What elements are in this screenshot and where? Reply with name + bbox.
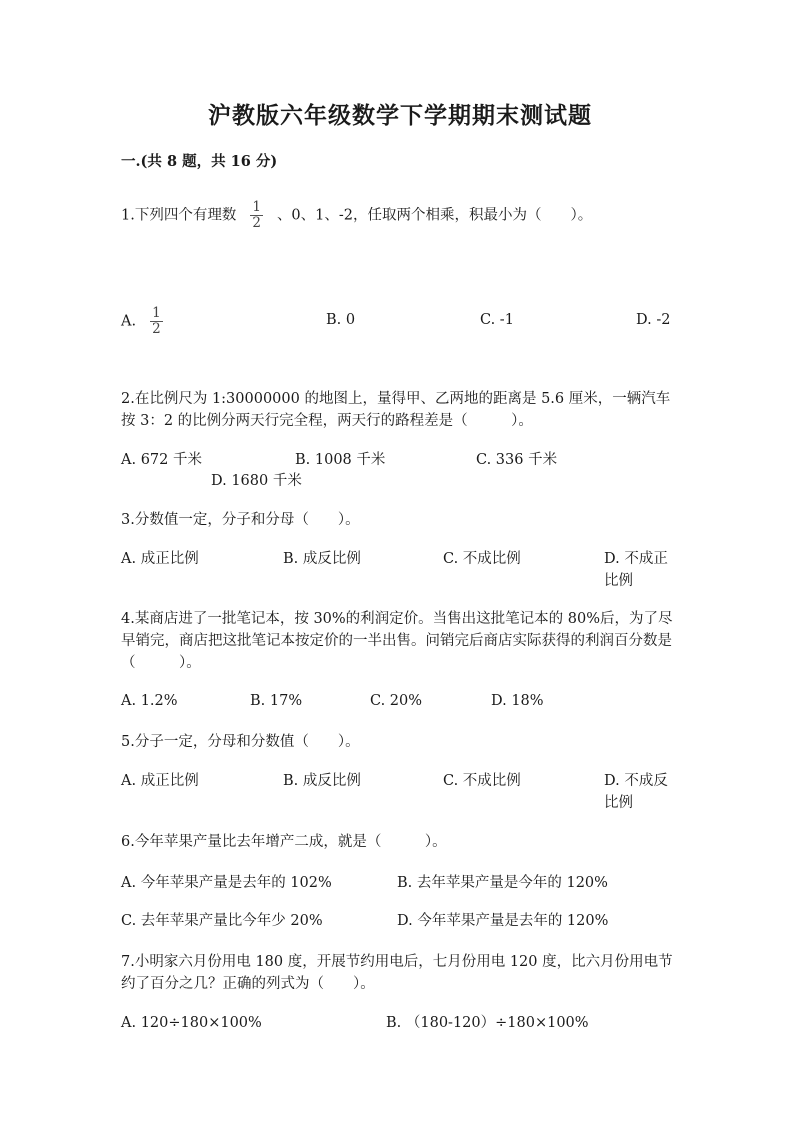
q3-option-d[interactable]: D. 不成正比例	[604, 551, 668, 589]
q5-option-c[interactable]: C. 不成比例	[443, 773, 521, 789]
question-1	[121, 200, 681, 231]
q3-option-c[interactable]: C. 不成比例	[443, 551, 521, 567]
question-2: 2.在比例尺为 1:30000000 的地图上，量得甲、乙两地的距离是 5.6 厘米，一辆汽车按 3：2 的比例分两天行完全程，两天行的路程差是（ ）。	[121, 391, 671, 429]
q7-option-a[interactable]: A. 120÷180×100%	[121, 1015, 262, 1031]
q3-option-d-line1[interactable]	[604, 548, 679, 592]
option-a-fraction	[150, 306, 163, 337]
fraction-denominator: 2	[252, 215, 261, 231]
question-7: 7.小明家六月份用电 180 度，开展节约用电后，七月份用电 120 度，比六月份用电节约了百分之几？正确的列式为（ ）。	[121, 954, 673, 992]
q6-option-d[interactable]: D. 今年苹果产量是去年的 120%	[397, 913, 609, 929]
q3-option-a[interactable]: A. 成正比例	[121, 551, 199, 567]
q4-option-b[interactable]: B. 17%	[250, 693, 303, 709]
q4-option-d[interactable]: D. 18%	[491, 693, 544, 709]
q2-option-a[interactable]: A. 672 千米	[121, 452, 202, 468]
q6-option-a[interactable]: A. 今年苹果产量是去年的 102%	[121, 875, 332, 891]
fraction-one-half	[250, 200, 263, 231]
q5-option-b[interactable]: B. 成反比例	[283, 773, 361, 789]
fraction-numerator: 1	[252, 199, 261, 215]
question-4: 4.某商店进了一批笔记本，按 30%的利润定价。当售出这批笔记本的 80%后，为了尽早销完，商店把这批笔记本按定价的一半出售。问销完后商店实际获得的利润百分数是（ ）。	[121, 611, 673, 671]
q4-option-c[interactable]: C. 20%	[370, 693, 423, 709]
q5-option-d-line[interactable]	[604, 770, 679, 814]
q2-option-c[interactable]: C. 336 千米	[476, 452, 558, 468]
section-heading: 一.(共 8 题，共 16 分)	[121, 153, 278, 170]
fraction-numerator: 1	[152, 305, 161, 321]
q5-option-d[interactable]: D. 不成反比例	[604, 773, 668, 811]
q2-option-b[interactable]: B. 1008 千米	[295, 452, 386, 468]
q1-option-c[interactable]: C. -1	[480, 312, 514, 328]
q6-option-b[interactable]: B. 去年苹果产量是今年的 120%	[397, 875, 608, 891]
question-6: 6.今年苹果产量比去年增产二成，就是（ ）。	[121, 834, 447, 850]
question-5: 5.分子一定，分母和分数值（ ）。	[121, 734, 360, 750]
q7-option-b[interactable]: B. （180-120）÷180×100%	[386, 1015, 589, 1031]
q1-option-d[interactable]: D. -2	[636, 312, 671, 328]
q2-option-d[interactable]: D. 1680 千米	[211, 473, 302, 489]
q4-option-a[interactable]: A. 1.2%	[121, 693, 178, 709]
option-a-label: A.	[121, 313, 137, 330]
question-1-suffix: 、0、1、-2，任取两个相乘，积最小为（ ）。	[276, 207, 593, 224]
q3-option-b[interactable]: B. 成反比例	[283, 551, 361, 567]
q5-option-a[interactable]: A. 成正比例	[121, 773, 199, 789]
question-1-prefix: 1.下列四个有理数	[121, 207, 237, 224]
page-title: 沪教版六年级数学下学期期末测试题	[208, 102, 592, 129]
question-3: 3.分数值一定，分子和分母（ ）。	[121, 512, 360, 528]
q6-option-c[interactable]: C. 去年苹果产量比今年少 20%	[121, 913, 323, 929]
fraction-denominator: 2	[152, 321, 161, 337]
q1-option-a[interactable]	[121, 306, 177, 337]
q1-option-b[interactable]: B. 0	[326, 312, 356, 328]
